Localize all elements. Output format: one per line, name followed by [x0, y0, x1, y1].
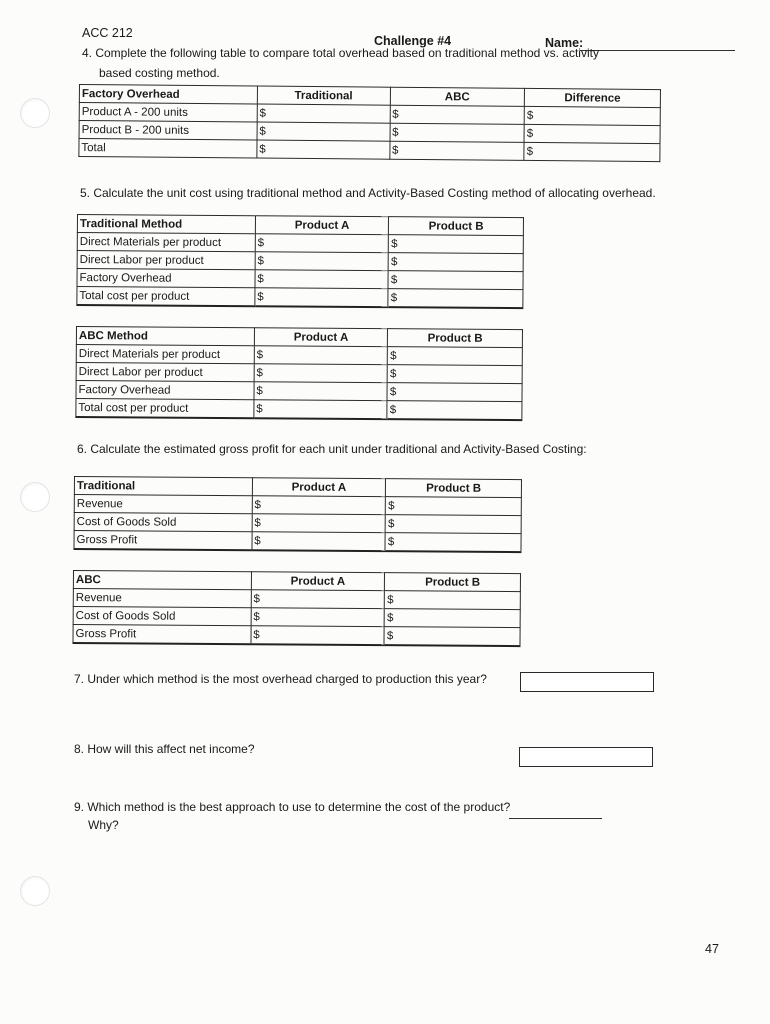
- answer-cell[interactable]: $: [386, 497, 522, 516]
- q9-answer-line[interactable]: [509, 818, 602, 819]
- answer-cell[interactable]: $: [389, 235, 524, 254]
- name-label: Name:: [545, 36, 584, 50]
- q4-overhead-table: [78, 84, 661, 162]
- q6-abc-table: [72, 570, 521, 647]
- q5-traditional-header: Traditional Method: [77, 215, 255, 234]
- answer-cell[interactable]: $: [254, 400, 388, 419]
- answer-cell[interactable]: $: [257, 140, 390, 159]
- q5-traditional-table: [76, 214, 524, 309]
- row-label: Revenue: [74, 495, 252, 514]
- answer-cell[interactable]: $: [254, 364, 388, 383]
- answer-cell[interactable]: $: [388, 289, 523, 308]
- answer-cell[interactable]: $: [524, 124, 660, 143]
- q6-traditional-table: [73, 476, 522, 553]
- table-row: [77, 287, 523, 309]
- answer-cell[interactable]: $: [387, 383, 522, 402]
- row-label: Gross Profit: [74, 531, 252, 551]
- answer-cell[interactable]: $: [524, 142, 660, 161]
- answer-cell[interactable]: $: [252, 514, 386, 533]
- answer-cell[interactable]: $: [384, 609, 520, 628]
- answer-cell[interactable]: $: [251, 626, 385, 645]
- punch-hole-middle: [20, 482, 50, 512]
- answer-cell[interactable]: $: [385, 515, 521, 534]
- answer-cell[interactable]: $: [254, 346, 388, 365]
- q4-header-factory-overhead: Factory Overhead: [79, 85, 257, 105]
- q6-traditional-header-product-b: Product B: [386, 479, 522, 498]
- row-label: Total cost per product: [76, 399, 254, 419]
- q8-answer-box[interactable]: [519, 747, 653, 767]
- answer-cell[interactable]: $: [389, 253, 524, 272]
- q4-header-abc: ABC: [390, 87, 525, 106]
- q5-abc-header-product-b: Product B: [388, 329, 523, 348]
- punch-hole-bottom: [20, 876, 50, 906]
- answer-cell[interactable]: $: [251, 590, 385, 609]
- answer-cell[interactable]: $: [257, 104, 390, 123]
- row-label: Cost of Goods Sold: [73, 607, 251, 626]
- q5-traditional-header-product-b: Product B: [389, 217, 524, 236]
- q6-abc-header: ABC: [73, 571, 251, 590]
- answer-cell[interactable]: $: [388, 347, 523, 366]
- course-code: ACC 212: [82, 26, 133, 40]
- row-label: Factory Overhead: [76, 381, 254, 400]
- table-row: [74, 531, 521, 553]
- answer-cell[interactable]: $: [385, 591, 521, 610]
- q6-traditional-header: Traditional: [74, 477, 252, 496]
- answer-cell[interactable]: $: [385, 533, 521, 552]
- answer-cell[interactable]: $: [255, 288, 389, 307]
- q5-text: 5. Calculate the unit cost using traditional method and Activity-Based Costing method of allocating overhead.: [80, 186, 656, 200]
- q9-why-label: Why?: [88, 818, 119, 832]
- row-label: Gross Profit: [73, 625, 251, 645]
- answer-cell[interactable]: $: [255, 234, 389, 253]
- q6-traditional-header-product-a: Product A: [252, 478, 386, 497]
- answer-cell[interactable]: $: [388, 271, 523, 290]
- answer-cell[interactable]: $: [524, 106, 660, 125]
- answer-cell[interactable]: $: [384, 627, 520, 646]
- q4-text-line2: based costing method.: [99, 66, 220, 80]
- answer-cell[interactable]: $: [255, 270, 389, 289]
- q7-text: 7. Under which method is the most overhead charged to production this year?: [74, 672, 487, 686]
- q6-abc-header-product-b: Product B: [385, 573, 521, 592]
- worksheet-title: Challenge #4: [374, 34, 452, 48]
- row-label: Total: [79, 139, 257, 159]
- q4-header-difference: Difference: [525, 88, 661, 107]
- answer-cell[interactable]: $: [388, 365, 523, 384]
- row-label: Direct Labor per product: [77, 251, 255, 270]
- answer-cell[interactable]: $: [389, 141, 524, 160]
- row-label: Revenue: [73, 589, 251, 608]
- answer-cell[interactable]: $: [252, 496, 386, 515]
- q4-text-line1: 4. Complete the following table to compare total overhead based on traditional method vs. activity: [82, 46, 599, 60]
- row-label: Product B - 200 units: [79, 121, 257, 141]
- row-label: Direct Labor per product: [76, 363, 254, 382]
- answer-cell[interactable]: $: [255, 252, 389, 271]
- page-number: 47: [705, 942, 719, 956]
- q5-abc-table: [75, 326, 523, 421]
- row-label: Direct Materials per product: [76, 345, 254, 364]
- answer-cell[interactable]: $: [251, 608, 385, 627]
- name-field[interactable]: [580, 50, 735, 51]
- answer-cell[interactable]: $: [387, 401, 522, 420]
- punch-hole-top: [20, 98, 50, 128]
- q6-text: 6. Calculate the estimated gross profit for each unit under traditional and Activity-Based Costing:: [77, 442, 587, 456]
- q6-abc-header-product-a: Product A: [251, 572, 385, 591]
- answer-cell[interactable]: $: [390, 105, 525, 124]
- table-row: [73, 625, 520, 647]
- q8-text: 8. How will this affect net income?: [74, 742, 255, 756]
- q7-answer-box[interactable]: [520, 672, 654, 692]
- q9-text: 9. Which method is the best approach to use to determine the cost of the product?: [74, 800, 511, 814]
- row-label: Factory Overhead: [77, 269, 255, 288]
- q5-abc-header-product-a: Product A: [254, 328, 388, 347]
- row-label: Cost of Goods Sold: [74, 513, 252, 532]
- table-row: [76, 399, 522, 421]
- row-label: Direct Materials per product: [77, 233, 255, 252]
- q5-abc-header: ABC Method: [76, 327, 254, 346]
- row-label: Total cost per product: [77, 287, 255, 307]
- answer-cell[interactable]: $: [254, 382, 388, 401]
- answer-cell[interactable]: $: [252, 532, 386, 551]
- answer-cell[interactable]: $: [257, 122, 390, 141]
- q4-header-traditional: Traditional: [257, 86, 390, 105]
- row-label: Product A - 200 units: [79, 103, 257, 123]
- q5-traditional-header-product-a: Product A: [255, 216, 389, 235]
- answer-cell[interactable]: $: [390, 123, 525, 142]
- table-row: [79, 139, 660, 162]
